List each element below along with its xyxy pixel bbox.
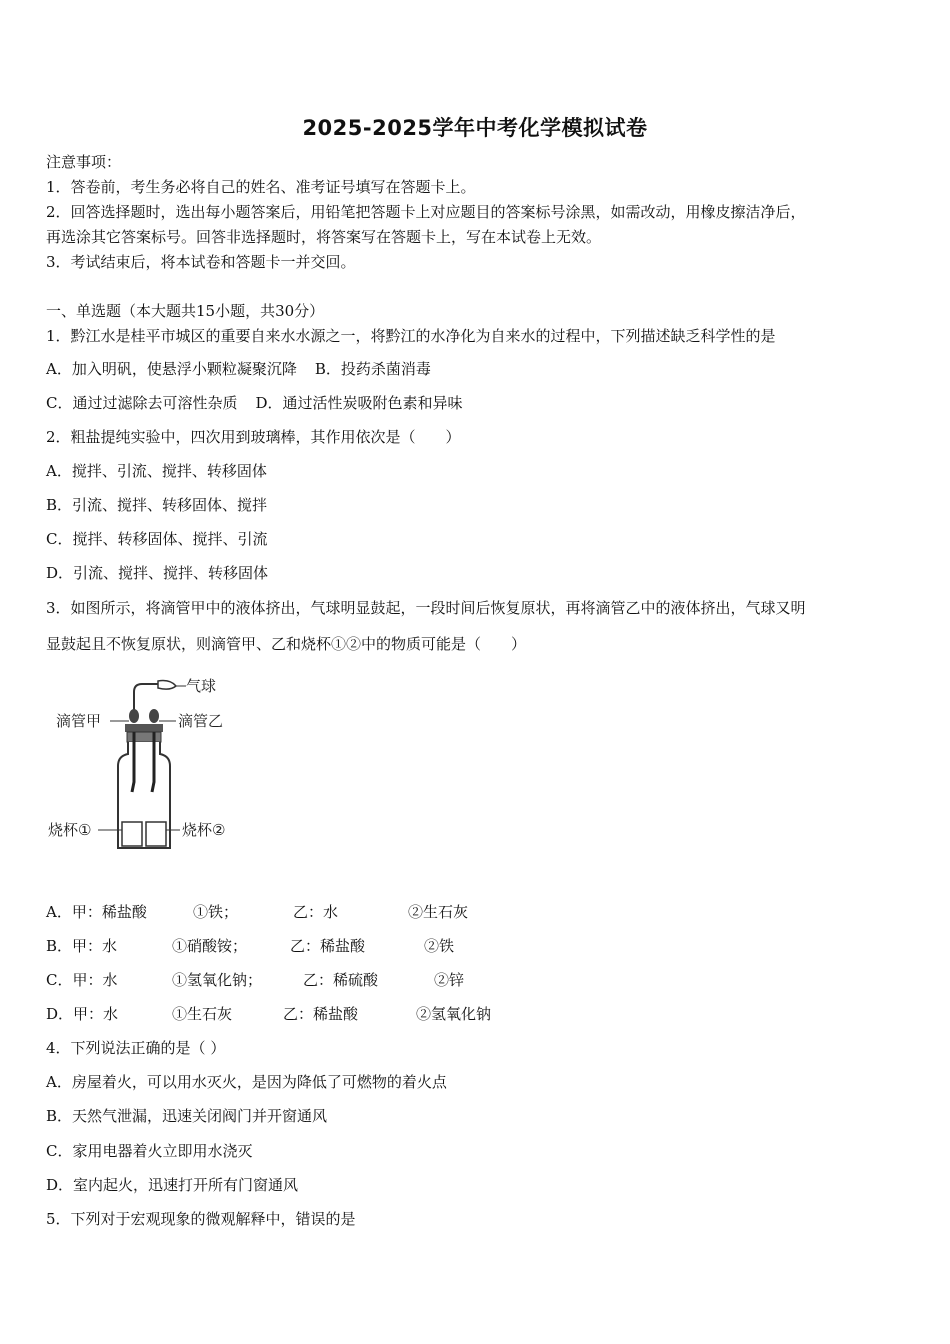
q1-stem: 1．黔江水是桂平市城区的重要自来水水源之一，将黔江的水净化为自来水的过程中，下列描述缺乏科学性的是	[46, 327, 776, 345]
q3-b-beaker1: ①硝酸铵；	[172, 937, 248, 955]
q3-a-jia: A．甲：稀盐酸	[46, 903, 147, 921]
q1-options-ab	[46, 359, 431, 379]
beaker-2-label: 烧杯②	[182, 821, 226, 839]
dropper-b-label: 滴管乙	[178, 712, 224, 730]
q3-a-beaker2: ②生石灰	[408, 903, 469, 921]
notice-item-1: 1．答卷前，考生务必将自己的姓名、准考证号填写在答题卡上。	[46, 178, 476, 196]
q1-option-a: A．加入明矾，使悬浮小颗粒凝聚沉降	[46, 360, 297, 378]
q3-stem-2: 显鼓起且不恢复原状，则滴管甲、乙和烧杯①②中的物质可能是（ ）	[46, 635, 527, 653]
balloon-label: 气球	[186, 677, 217, 695]
q3-option-a	[46, 902, 468, 922]
q4-option-d: D．室内起火，迅速打开所有门窗通风	[46, 1176, 299, 1194]
stopper-top	[125, 724, 163, 732]
q3-d-beaker1: ①生石灰	[172, 1005, 233, 1023]
q3-a-yi: 乙：水	[293, 903, 339, 921]
section-heading: 一、单选题（本大题共15小题，共30分）	[46, 302, 325, 320]
q3-option-b	[46, 936, 454, 956]
q1-options-cd	[46, 393, 463, 413]
q4-option-c: C．家用电器着火立即用水浇灭	[46, 1142, 253, 1160]
q2-option-a: A．搅拌、引流、搅拌、转移固体	[46, 462, 267, 480]
dropper-b-bulb	[149, 709, 159, 723]
page-title: 2025-2025学年中考化学模拟试卷	[302, 116, 648, 140]
beaker-1-label: 烧杯①	[48, 821, 92, 839]
apparatus-diagram	[46, 672, 246, 852]
q2-option-d: D．引流、搅拌、搅拌、转移固体	[46, 564, 269, 582]
q1-option-d: D．通过活性炭吸附色素和异味	[255, 394, 463, 412]
q3-c-beaker2: ②锌	[434, 971, 465, 989]
beaker-1	[122, 822, 142, 846]
q2-option-b: B．引流、搅拌、转移固体、搅拌	[46, 496, 268, 514]
q3-b-beaker2: ②铁	[424, 937, 455, 955]
q3-d-jia: D．甲：水	[46, 1005, 119, 1023]
q4-option-b: B．天然气泄漏，迅速关闭阀门并开窗通风	[46, 1107, 328, 1125]
q4-stem: 4．下列说法正确的是（ ）	[46, 1039, 226, 1057]
q1-option-b: B．投药杀菌消毒	[314, 360, 431, 378]
q2-stem: 2．粗盐提纯实验中，四次用到玻璃棒，其作用依次是（ ）	[46, 428, 461, 446]
q3-c-beaker1: ①氢氧化钠；	[172, 971, 263, 989]
notice-item-3: 3．考试结束后，将本试卷和答题卡一并交回。	[46, 253, 356, 271]
q3-b-jia: B．甲：水	[46, 937, 118, 955]
dropper-a-label: 滴管甲	[56, 712, 102, 730]
q5-stem: 5．下列对于宏观现象的微观解释中，错误的是	[46, 1210, 356, 1228]
q3-stem-1: 3．如图所示，将滴管甲中的液体挤出，气球明显鼓起，一段时间后恢复原状，再将滴管乙中的液体挤出，气球又明	[46, 599, 806, 617]
q3-c-yi: 乙：稀硫酸	[303, 971, 379, 989]
notice-item-2: 2．回答选择题时，选出每小题答案后，用铅笔把答题卡上对应题目的答案标号涂黑，如需改动，用橡皮擦洁净后，	[46, 203, 806, 221]
stopper-body	[127, 732, 161, 742]
q4-option-a: A．房屋着火，可以用水灭火，是因为降低了可燃物的着火点	[46, 1073, 447, 1091]
q3-a-beaker1: ①铁；	[193, 903, 239, 921]
q1-option-c: C．通过过滤除去可溶性杂质	[46, 394, 238, 412]
q3-d-beaker2: ②氢氧化钠	[416, 1005, 492, 1023]
notice-item-2-cont: 再选涂其它答案标号。回答非选择题时，将答案写在答题卡上，写在本试卷上无效。	[46, 228, 602, 246]
beaker-2	[146, 822, 166, 846]
q3-option-d	[46, 1004, 491, 1024]
balloon-shape	[158, 681, 176, 690]
q3-option-c	[46, 970, 464, 990]
notice-heading: 注意事项：	[46, 153, 122, 171]
q3-d-yi: 乙：稀盐酸	[283, 1005, 359, 1023]
q3-b-yi: 乙：稀盐酸	[290, 937, 366, 955]
q3-c-jia: C．甲：水	[46, 971, 118, 989]
dropper-a-bulb	[129, 709, 139, 723]
q2-option-c: C．搅拌、转移固体、搅拌、引流	[46, 530, 268, 548]
